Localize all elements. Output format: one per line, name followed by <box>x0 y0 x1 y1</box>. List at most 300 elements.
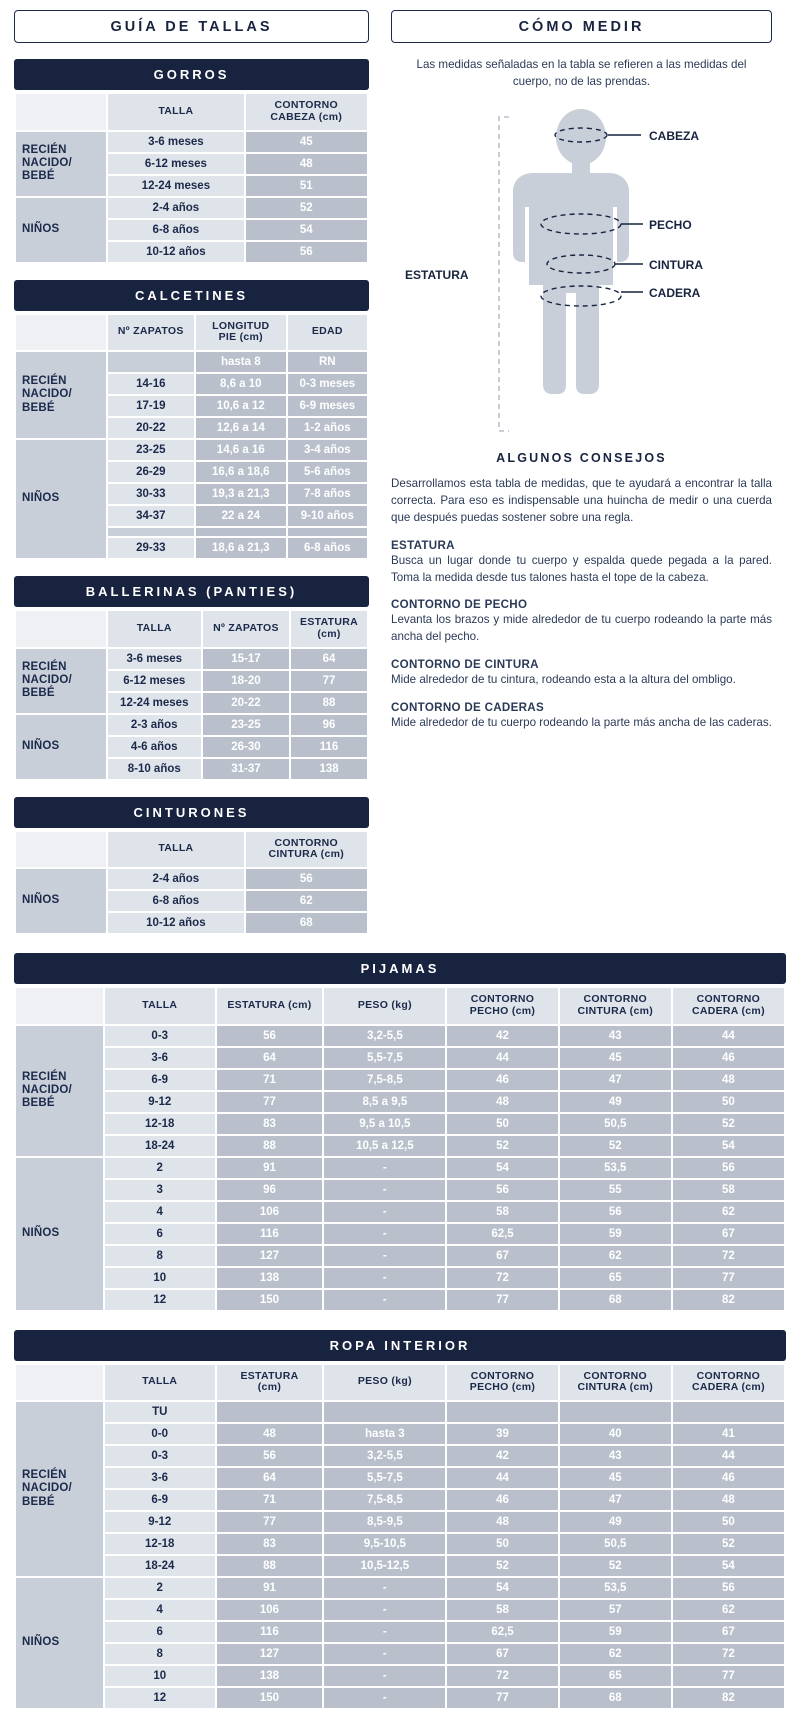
cell-value: 106 <box>217 1600 323 1620</box>
cell-value <box>447 1402 557 1422</box>
cell-value: 9,5 a 10,5 <box>324 1114 445 1134</box>
table-row <box>16 1490 784 1510</box>
cell-size: 4 <box>105 1202 215 1222</box>
table-row <box>16 198 367 218</box>
cell-value: - <box>324 1600 445 1620</box>
cell-value: 52 <box>560 1556 671 1576</box>
col-talla: TALLA <box>108 611 201 647</box>
cell-value: 54 <box>447 1158 557 1178</box>
cell-value: 67 <box>673 1224 784 1244</box>
table-row <box>16 1224 784 1244</box>
table-ropa-interior <box>14 1363 786 1711</box>
table-row <box>16 869 367 889</box>
cell-value: 72 <box>673 1644 784 1664</box>
cell-value: 44 <box>447 1048 557 1068</box>
cell-size: TU <box>105 1402 215 1422</box>
cell-value: 88 <box>291 693 367 713</box>
cell-value: 6-9 meses <box>288 396 367 416</box>
tip-text: Mide alrededor de tu cuerpo rodeando la parte más ancha de las caderas. <box>391 715 772 729</box>
cell-size: 34-37 <box>108 506 194 526</box>
cell-value: 91 <box>217 1578 323 1598</box>
cell-size: 0-3 <box>105 1446 215 1466</box>
tip-text: Busca un lugar donde tu cuerpo y espalda quede pegada a la pared. Toma la medida desde tus talones hasta el tope de la cabeza. <box>391 553 772 584</box>
table-cinturones <box>14 830 369 936</box>
cell-value: 82 <box>673 1688 784 1708</box>
col-blank <box>16 1365 103 1401</box>
table-row <box>16 1246 784 1266</box>
cell-value: 67 <box>447 1644 557 1664</box>
cell-value: 46 <box>447 1490 557 1510</box>
cell-size: 6-8 años <box>108 220 243 240</box>
cell-value: 9-10 años <box>288 506 367 526</box>
cell-value: 49 <box>560 1512 671 1532</box>
left-column <box>14 10 369 935</box>
col-contorno-cintura: CONTORNO CINTURA (cm) <box>560 988 671 1024</box>
cell-value: 50 <box>673 1092 784 1112</box>
cell-value: 77 <box>447 1688 557 1708</box>
table-row <box>16 1268 784 1288</box>
cell-value: 150 <box>217 1290 323 1310</box>
col-blank <box>16 94 106 130</box>
cell-size: 14-16 <box>108 374 194 394</box>
cell-value: 3,2-5,5 <box>324 1446 445 1466</box>
cell-value: 18,6 a 21,3 <box>196 538 286 558</box>
section-title-gorros: GORROS <box>14 59 369 90</box>
table-calcetines <box>14 313 369 561</box>
cell-size <box>108 352 194 372</box>
col-contorno-cintura: CONTORNO CINTURA (cm) <box>246 832 367 868</box>
cell-value: 53,5 <box>560 1158 671 1178</box>
cell-size: 4 <box>105 1600 215 1620</box>
cell-value <box>217 1402 323 1422</box>
cell-value: 77 <box>217 1512 323 1532</box>
table-row <box>16 1512 784 1532</box>
cell-value: - <box>324 1578 445 1598</box>
cell-value: 96 <box>291 715 367 735</box>
cell-size: 12 <box>105 1290 215 1310</box>
table-row <box>16 1158 784 1178</box>
table-row <box>16 440 367 460</box>
cell-value <box>288 528 367 536</box>
label-estatura: ESTATURA <box>405 267 469 282</box>
cell-value: 56 <box>673 1578 784 1598</box>
cell-value: 9,5-10,5 <box>324 1534 445 1554</box>
section-title-ballerinas: BALLERINAS (PANTIES) <box>14 576 369 607</box>
cell-value: - <box>324 1202 445 1222</box>
cell-value: 48 <box>447 1092 557 1112</box>
cell-size: 6-12 meses <box>108 671 201 691</box>
cell-value: 8,6 a 10 <box>196 374 286 394</box>
cell-value: 46 <box>673 1468 784 1488</box>
cell-value: 42 <box>447 1026 557 1046</box>
cell-value: 5,5-7,5 <box>324 1048 445 1068</box>
cell-size: 3-6 <box>105 1468 215 1488</box>
cell-value: 62 <box>673 1600 784 1620</box>
cell-value: 77 <box>217 1092 323 1112</box>
cell-value: 56 <box>217 1026 323 1046</box>
cell-value: 68 <box>246 913 367 933</box>
cell-value: 58 <box>673 1180 784 1200</box>
col-talla: TALLA <box>105 1365 215 1401</box>
rowgroup-bebe: RECIÉN NACIDO/ BEBÉ <box>16 352 106 438</box>
table-header-row <box>16 1365 784 1401</box>
cell-value: 54 <box>447 1578 557 1598</box>
right-column <box>391 10 772 732</box>
tip-title: ESTATURA <box>391 538 455 552</box>
cell-value: 48 <box>217 1424 323 1444</box>
cell-value: 14,6 a 16 <box>196 440 286 460</box>
cell-value: 47 <box>560 1490 671 1510</box>
cell-value: 68 <box>560 1688 671 1708</box>
cell-value: 46 <box>447 1070 557 1090</box>
cell-value: hasta 8 <box>196 352 286 372</box>
section-title-ropa-interior: ROPA INTERIOR <box>14 1330 786 1361</box>
table-row <box>16 1402 784 1422</box>
tip-text: Levanta los brazos y mide alrededor de tu cuerpo rodeando la parte más ancha del pecho. <box>391 613 772 644</box>
cell-size: 6-9 <box>105 1070 215 1090</box>
cell-value: 83 <box>217 1114 323 1134</box>
table-row <box>16 1048 784 1068</box>
cell-value: - <box>324 1158 445 1178</box>
cell-value: 5,5-7,5 <box>324 1468 445 1488</box>
col-talla: TALLA <box>108 832 243 868</box>
cell-value: 62,5 <box>447 1224 557 1244</box>
cell-size: 2-4 años <box>108 198 243 218</box>
cell-size: 12-18 <box>105 1114 215 1134</box>
cell-value: 116 <box>217 1622 323 1642</box>
cell-value: 48 <box>673 1490 784 1510</box>
cell-value: - <box>324 1622 445 1642</box>
cell-value: 10,5-12,5 <box>324 1556 445 1576</box>
cell-value: 39 <box>447 1424 557 1444</box>
table-row <box>16 649 367 669</box>
cell-value: 22 a 24 <box>196 506 286 526</box>
howto-intro-text: Las medidas señaladas en la tabla se refieren a las medidas del cuerpo, no de las prendas. <box>416 58 747 88</box>
cell-value: 91 <box>217 1158 323 1178</box>
cell-value: 65 <box>560 1666 671 1686</box>
cell-value: 48 <box>447 1512 557 1532</box>
cell-value: 116 <box>217 1224 323 1244</box>
cell-value: 56 <box>673 1158 784 1178</box>
cell-size: 0-3 <box>105 1026 215 1046</box>
table-row <box>16 1290 784 1310</box>
body-diagram-svg <box>391 99 772 449</box>
cell-size: 2-4 años <box>108 869 243 889</box>
tip-title: CONTORNO DE CINTURA <box>391 657 539 671</box>
cell-value: 7-8 años <box>288 484 367 504</box>
cell-value: 57 <box>560 1600 671 1620</box>
label-pecho: PECHO <box>649 217 692 232</box>
section-title-calcetines: CALCETINES <box>14 280 369 311</box>
cell-size: 18-24 <box>105 1136 215 1156</box>
cell-value: 40 <box>560 1424 671 1444</box>
tip-contorno-caderas <box>391 701 772 732</box>
cell-value: 10,5 a 12,5 <box>324 1136 445 1156</box>
tip-contorno-cintura <box>391 658 772 689</box>
cell-value: 56 <box>560 1202 671 1222</box>
label-cabeza: CABEZA <box>649 128 699 143</box>
cell-size: 10-12 años <box>108 242 243 262</box>
cell-size: 6-9 <box>105 1490 215 1510</box>
cell-value: 71 <box>217 1490 323 1510</box>
rowgroup-ninos: NIÑOS <box>16 1158 103 1310</box>
top-columns <box>14 10 786 935</box>
cell-value: 43 <box>560 1446 671 1466</box>
tip-title: CONTORNO DE PECHO <box>391 598 528 612</box>
cell-size: 12 <box>105 1688 215 1708</box>
cell-value: 6-8 años <box>288 538 367 558</box>
cell-value: 43 <box>560 1026 671 1046</box>
cell-value: 82 <box>673 1290 784 1310</box>
col-n-zapatos: Nº ZAPATOS <box>108 315 194 351</box>
cell-value: 53,5 <box>560 1578 671 1598</box>
cell-value: 50 <box>447 1534 557 1554</box>
cell-value: 31-37 <box>203 759 289 779</box>
cell-value: 41 <box>673 1424 784 1444</box>
cell-value: 64 <box>217 1468 323 1488</box>
cell-value: 47 <box>560 1070 671 1090</box>
tip-contorno-pecho <box>391 598 772 646</box>
table-row <box>16 352 367 372</box>
cell-value: 67 <box>673 1622 784 1642</box>
cell-value: 55 <box>560 1180 671 1200</box>
table-row <box>16 1424 784 1444</box>
tip-estatura <box>391 539 772 587</box>
cell-value: 20-22 <box>203 693 289 713</box>
col-estatura: ESTATURA (cm) <box>291 611 367 647</box>
cell-value: 150 <box>217 1688 323 1708</box>
cell-size: 0-0 <box>105 1424 215 1444</box>
cell-value: - <box>324 1644 445 1664</box>
cell-value <box>196 528 286 536</box>
col-estatura: ESTATURA (cm) <box>217 988 323 1024</box>
cell-size: 6-8 años <box>108 891 243 911</box>
cell-value: 127 <box>217 1644 323 1664</box>
col-blank <box>16 988 103 1024</box>
cell-size: 10 <box>105 1666 215 1686</box>
cell-value: 62,5 <box>447 1622 557 1642</box>
cell-value: 67 <box>447 1246 557 1266</box>
table-row <box>16 1026 784 1046</box>
col-edad: EDAD <box>288 315 367 351</box>
table-row <box>16 1688 784 1708</box>
table-header-row <box>16 988 784 1024</box>
cell-size: 6 <box>105 1224 215 1244</box>
rowgroup-bebe: RECIÉN NACIDO/ BEBÉ <box>16 1402 103 1576</box>
cell-value: 64 <box>217 1048 323 1068</box>
cell-value: 18-20 <box>203 671 289 691</box>
cell-value: 49 <box>560 1092 671 1112</box>
table-row <box>16 1644 784 1664</box>
col-n-zapatos: Nº ZAPATOS <box>203 611 289 647</box>
cell-size: 12-24 meses <box>108 176 243 196</box>
cell-size: 6 <box>105 1622 215 1642</box>
cell-value: 77 <box>673 1268 784 1288</box>
cell-value: 16,6 a 18,6 <box>196 462 286 482</box>
col-contorno-cadera: CONTORNO CADERA (cm) <box>673 1365 784 1401</box>
cell-value: 88 <box>217 1556 323 1576</box>
cell-value: 52 <box>673 1114 784 1134</box>
table-row <box>16 1070 784 1090</box>
cell-value: 7,5-8,5 <box>324 1070 445 1090</box>
cell-value: 23-25 <box>203 715 289 735</box>
cell-value: 44 <box>447 1468 557 1488</box>
cell-size: 12-24 meses <box>108 693 201 713</box>
cell-value: RN <box>288 352 367 372</box>
cell-value: 50,5 <box>560 1114 671 1134</box>
section-title-cinturones: CINTURONES <box>14 797 369 828</box>
cell-value: 26-30 <box>203 737 289 757</box>
cell-size: 8-10 años <box>108 759 201 779</box>
rowgroup-ninos: NIÑOS <box>16 1578 103 1708</box>
cell-value: 1-2 años <box>288 418 367 438</box>
cell-value: 56 <box>246 242 367 262</box>
cell-size: 3 <box>105 1180 215 1200</box>
table-header-row <box>16 611 367 647</box>
cell-value: 48 <box>673 1070 784 1090</box>
cell-size: 12-18 <box>105 1534 215 1554</box>
cell-value: 77 <box>291 671 367 691</box>
tip-text: Mide alrededor de tu cintura, rodeando esta a la altura del ombligo. <box>391 672 736 686</box>
table-row <box>16 1534 784 1554</box>
col-contorno-cabeza: CONTORNO CABEZA (cm) <box>246 94 367 130</box>
col-blank <box>16 832 106 868</box>
cell-value: 62 <box>560 1246 671 1266</box>
rowgroup-ninos: NIÑOS <box>16 198 106 262</box>
cell-value: 51 <box>246 176 367 196</box>
col-talla: TALLA <box>105 988 215 1024</box>
rowgroup-bebe: RECIÉN NACIDO/ BEBÉ <box>16 1026 103 1156</box>
cell-value: 77 <box>673 1666 784 1686</box>
cell-value: - <box>324 1224 445 1244</box>
table-row <box>16 1114 784 1134</box>
cell-value: 62 <box>560 1644 671 1664</box>
cell-value: 50 <box>447 1114 557 1134</box>
table-row <box>16 1666 784 1686</box>
cell-size: 9-12 <box>105 1512 215 1532</box>
cell-value: 62 <box>673 1202 784 1222</box>
cell-value: 138 <box>217 1666 323 1686</box>
cell-value: 68 <box>560 1290 671 1310</box>
cell-value: 83 <box>217 1534 323 1554</box>
cell-value: 72 <box>673 1246 784 1266</box>
rowgroup-ninos: NIÑOS <box>16 869 106 933</box>
table-row <box>16 1468 784 1488</box>
cell-value: 45 <box>560 1048 671 1068</box>
cell-value: - <box>324 1246 445 1266</box>
cell-size: 2 <box>105 1158 215 1178</box>
cell-value: 3,2-5,5 <box>324 1026 445 1046</box>
cell-size: 6-12 meses <box>108 154 243 174</box>
table-row <box>16 1556 784 1576</box>
cell-value: 54 <box>673 1556 784 1576</box>
cell-value: 52 <box>560 1136 671 1156</box>
cell-value: 59 <box>560 1224 671 1244</box>
cell-value: 7,5-8,5 <box>324 1490 445 1510</box>
cell-value: - <box>324 1666 445 1686</box>
cell-value: 72 <box>447 1268 557 1288</box>
cell-value: 56 <box>217 1446 323 1466</box>
cell-value: 19,3 a 21,3 <box>196 484 286 504</box>
label-cadera: CADERA <box>649 285 701 300</box>
cell-size: 2 <box>105 1578 215 1598</box>
cell-value: 106 <box>217 1202 323 1222</box>
cell-size: 10-12 años <box>108 913 243 933</box>
page-title-guia: GUÍA DE TALLAS <box>14 10 369 43</box>
label-cintura: CINTURA <box>649 257 703 272</box>
col-longitud-pie: LONGITUD PIE (cm) <box>196 315 286 351</box>
cell-value: 88 <box>217 1136 323 1156</box>
cell-value: 52 <box>447 1556 557 1576</box>
cell-value: 138 <box>217 1268 323 1288</box>
cell-size: 3-6 <box>105 1048 215 1068</box>
measure-figure <box>391 99 772 449</box>
cell-value: - <box>324 1290 445 1310</box>
cell-size: 9-12 <box>105 1092 215 1112</box>
cell-value: 127 <box>217 1246 323 1266</box>
rowgroup-ninos: NIÑOS <box>16 715 106 779</box>
table-pijamas <box>14 986 786 1312</box>
cell-value: 45 <box>560 1468 671 1488</box>
cell-value: 52 <box>673 1534 784 1554</box>
cell-value: 71 <box>217 1070 323 1090</box>
cell-size: 2-3 años <box>108 715 201 735</box>
cell-value: 8,5 a 9,5 <box>324 1092 445 1112</box>
cell-value: 44 <box>673 1446 784 1466</box>
cell-value: 52 <box>246 198 367 218</box>
table-header-row <box>16 832 367 868</box>
cell-value: 8,5-9,5 <box>324 1512 445 1532</box>
cell-value: 54 <box>673 1136 784 1156</box>
cell-size: 8 <box>105 1644 215 1664</box>
cell-value <box>560 1402 671 1422</box>
cell-value: - <box>324 1688 445 1708</box>
rowgroup-ninos: NIÑOS <box>16 440 106 558</box>
tips-intro: Desarrollamos esta tabla de medidas, que te ayudará a encontrar la talla correcta. Para eso es indispensable una huincha de medir o una cuerda que después puedas sostener sobre una regla. <box>391 476 772 525</box>
cell-value: 54 <box>246 220 367 240</box>
cell-value: hasta 3 <box>324 1424 445 1444</box>
cell-size: 10 <box>105 1268 215 1288</box>
cell-size: 23-25 <box>108 440 194 460</box>
col-contorno-pecho: CONTORNO PECHO (cm) <box>447 988 557 1024</box>
cell-value: 5-6 años <box>288 462 367 482</box>
cell-value: 65 <box>560 1268 671 1288</box>
cell-value: 15-17 <box>203 649 289 669</box>
col-contorno-pecho: CONTORNO PECHO (cm) <box>447 1365 557 1401</box>
section-title-pijamas: PIJAMAS <box>14 953 786 984</box>
table-row <box>16 1136 784 1156</box>
cell-value: 58 <box>447 1202 557 1222</box>
table-row <box>16 715 367 735</box>
cell-value: 64 <box>291 649 367 669</box>
cell-value: 62 <box>246 891 367 911</box>
table-row <box>16 1578 784 1598</box>
cell-value: 59 <box>560 1622 671 1642</box>
cell-size: 3-6 meses <box>108 649 201 669</box>
col-talla: TALLA <box>108 94 243 130</box>
cell-size: 26-29 <box>108 462 194 482</box>
table-header-row <box>16 94 367 130</box>
table-row <box>16 132 367 152</box>
cell-value: - <box>324 1268 445 1288</box>
table-row <box>16 1180 784 1200</box>
cell-size: 3-6 meses <box>108 132 243 152</box>
cell-value: 72 <box>447 1666 557 1686</box>
col-blank <box>16 611 106 647</box>
cell-value: 56 <box>447 1180 557 1200</box>
cell-value: 77 <box>447 1290 557 1310</box>
cell-size: 4-6 años <box>108 737 201 757</box>
